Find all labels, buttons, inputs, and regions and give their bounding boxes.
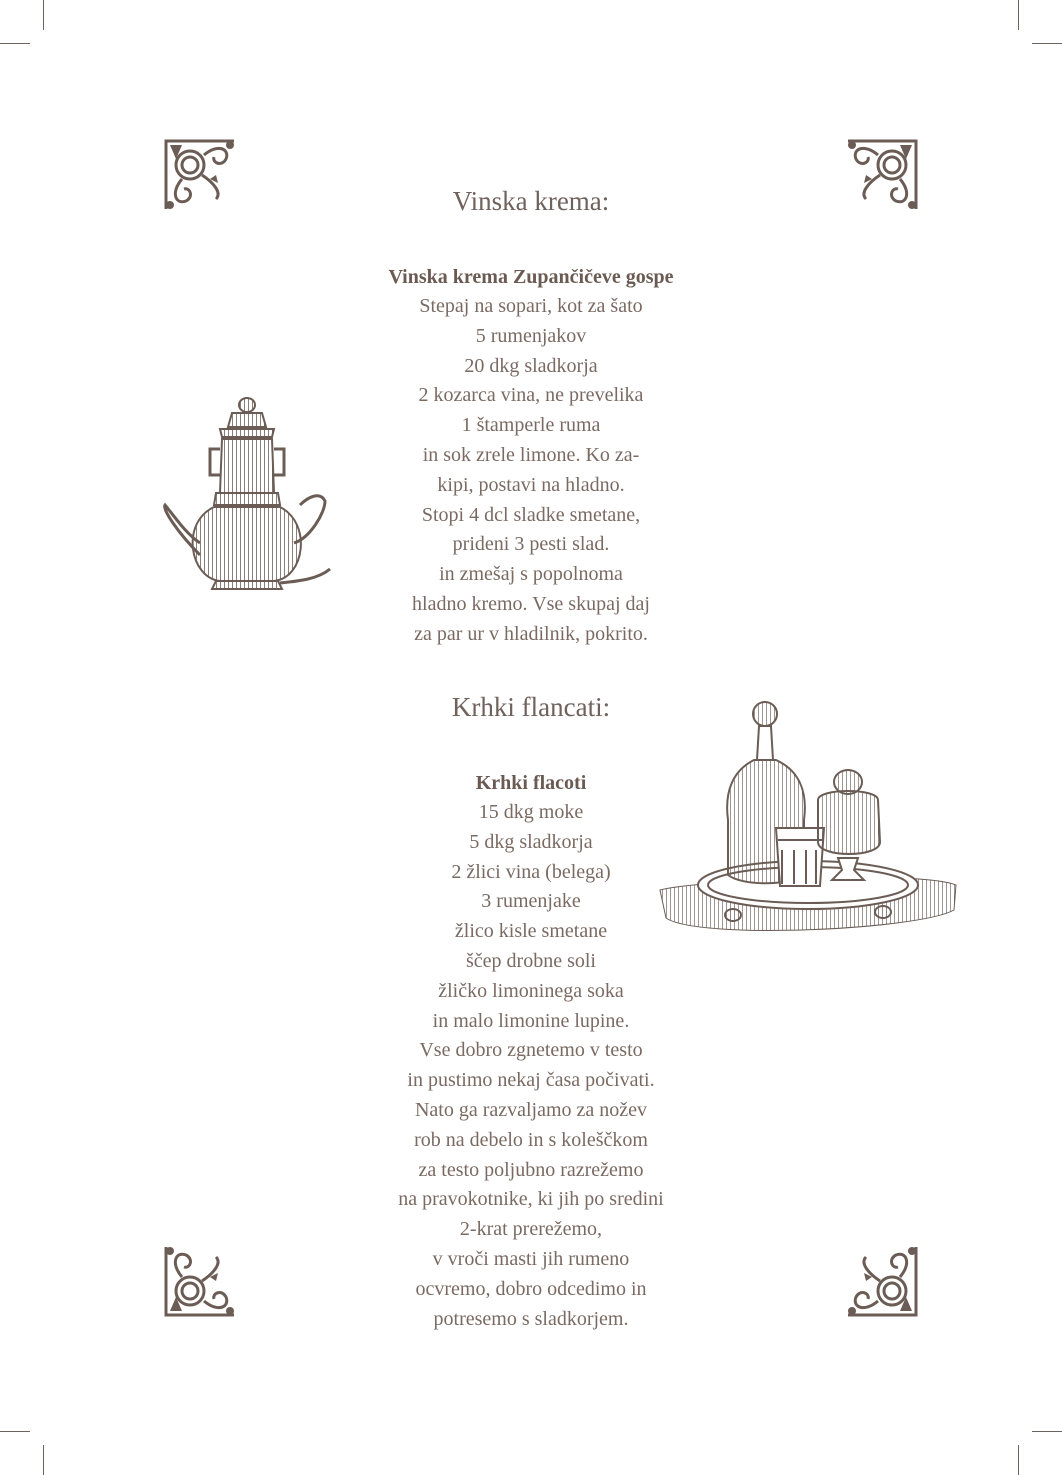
- recipe-line: hladno kremo. Vse skupaj daj: [412, 592, 650, 615]
- recipe-krhki-flancati: [331, 690, 731, 1334]
- recipe-line: 2 kozarca vina, ne prevelika: [418, 384, 644, 407]
- recipe-line: ocvremo, dobro odcedimo in: [415, 1277, 647, 1300]
- recipe-line: 3 rumenjake: [481, 890, 581, 913]
- recipe-line: prideni 3 pesti slad.: [452, 533, 610, 556]
- crop-mark: [43, 0, 44, 30]
- recipe-line: Vse dobro zgnetemo v testo: [419, 1039, 643, 1062]
- crop-mark: [43, 1445, 44, 1475]
- recipe-line: in zmešaj s popolnoma: [439, 563, 623, 586]
- crop-mark: [1018, 1445, 1019, 1475]
- crop-mark: [1032, 43, 1062, 44]
- recipe-line: Nato ga razvaljamo za nožev: [414, 1098, 648, 1121]
- flourish-corner-ornament-icon: [842, 133, 922, 213]
- section-title: Vinska krema:: [452, 186, 610, 216]
- recipe-line: 2-krat prerežemo,: [459, 1218, 603, 1241]
- recipe-line: 2 žlici vina (belega): [451, 860, 611, 883]
- recipe-line: žličko limoninega soka: [438, 979, 624, 1002]
- crop-mark: [0, 1431, 30, 1432]
- recipe-line: in pustimo nekaj časa počivati.: [407, 1069, 655, 1092]
- recipe-line: 15 dkg moke: [478, 801, 584, 823]
- recipe-line: 5 dkg sladkorja: [469, 830, 593, 853]
- recipe-subtitle: Vinska krema Zupančičeve gospe: [388, 266, 674, 288]
- crop-mark: [0, 43, 30, 44]
- flourish-corner-ornament-icon: [842, 1243, 922, 1323]
- recipe-line: Stopi 4 dcl sladke smetane,: [421, 503, 641, 526]
- recipe-line: 1 štamperle ruma: [461, 414, 601, 437]
- recipe-line: in sok zrele limone. Ko za-: [422, 443, 640, 466]
- recipe-subtitle: Krhki flacoti: [475, 772, 587, 794]
- recipe-line: potresemo s sladkorjem.: [433, 1307, 629, 1330]
- crop-mark: [1032, 1431, 1062, 1432]
- recipe-line: in malo limonine lupine.: [432, 1009, 630, 1032]
- recipe-vinska-krema: [331, 184, 731, 650]
- recipe-line: žlico kisle smetane: [454, 920, 608, 943]
- teapot-engraving-icon: [160, 393, 335, 593]
- recipe-line: 20 dkg sladkorja: [464, 354, 598, 377]
- recipe-line: rob na debelo in s koleščkom: [414, 1128, 648, 1151]
- recipe-line: za testo poljubno razrežemo: [418, 1158, 644, 1181]
- flourish-corner-ornament-icon: [160, 133, 240, 213]
- recipe-line: kipi, postavi na hladno.: [437, 473, 625, 496]
- recipe-line: Stepaj na sopari, kot za šato: [419, 295, 643, 317]
- crop-mark: [1018, 0, 1019, 30]
- recipe-line: v vroči masti jih rumeno: [432, 1247, 630, 1270]
- recipe-line: 5 rumenjakov: [475, 324, 587, 347]
- recipe-line: na pravokotnike, ki jih po sredini: [398, 1188, 664, 1211]
- section-title: Krhki flancati:: [451, 692, 611, 722]
- recipe-line: za par ur v hladilnik, pokrito.: [414, 622, 648, 645]
- recipe-line: ščep drobne soli: [466, 949, 596, 972]
- flourish-corner-ornament-icon: [160, 1243, 240, 1323]
